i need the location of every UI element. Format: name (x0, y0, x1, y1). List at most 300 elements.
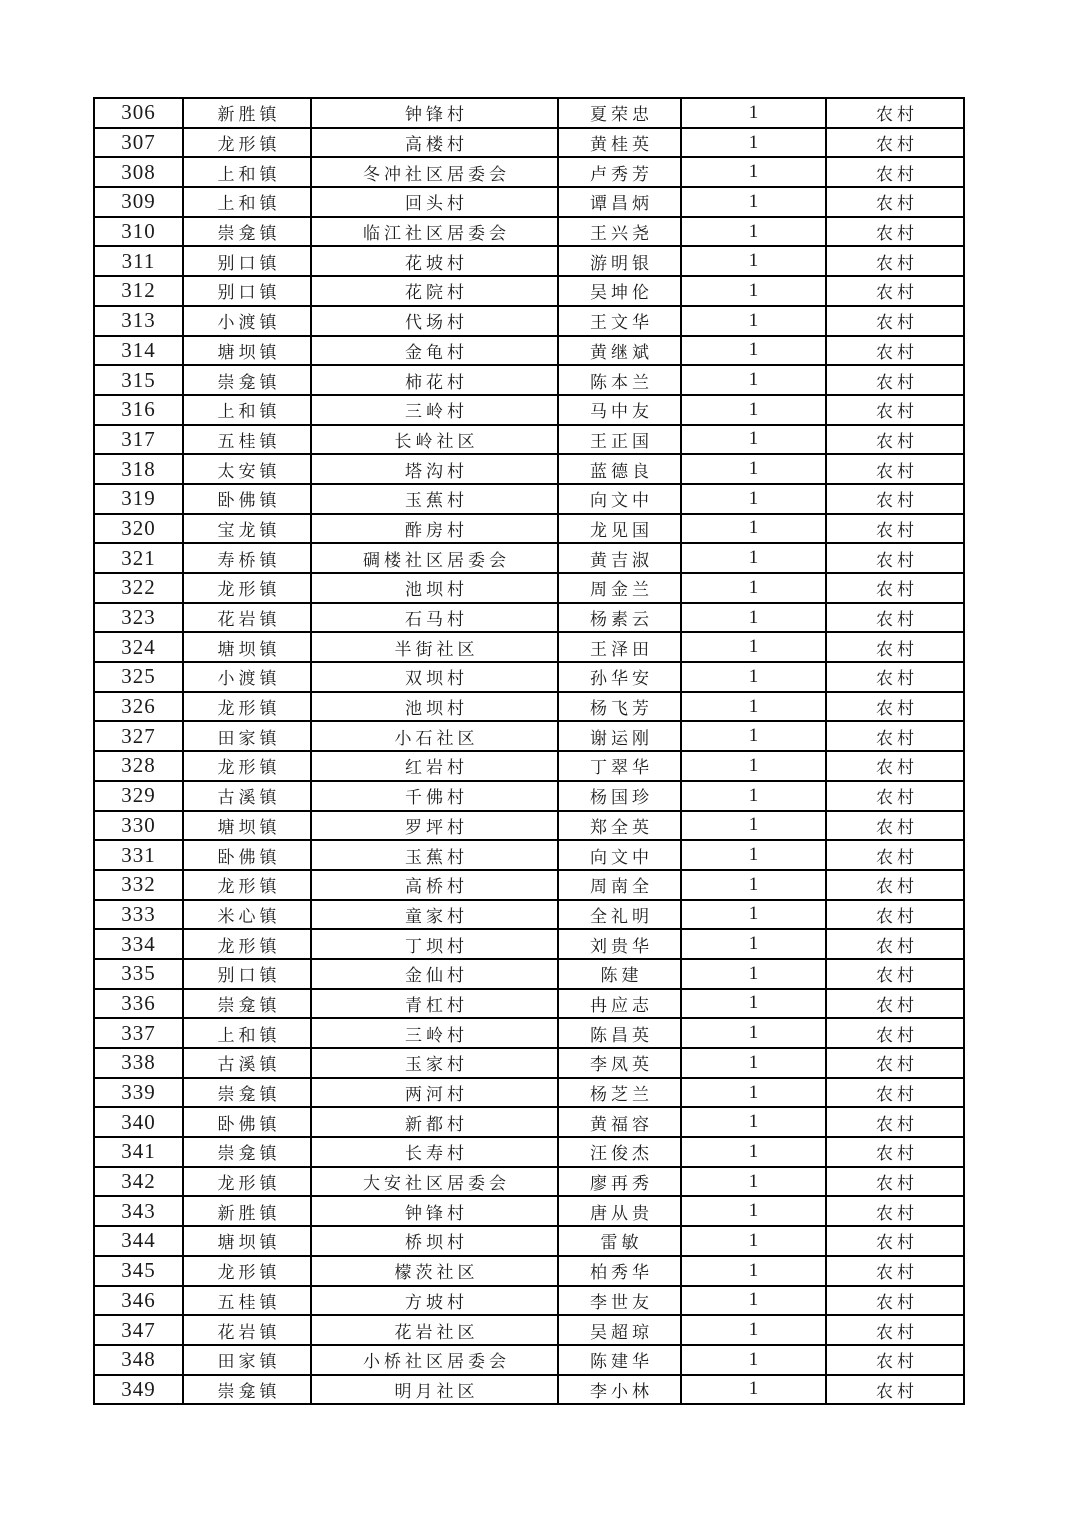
table-row (94, 1078, 964, 1108)
category-cell: 农村 (826, 514, 964, 544)
records-table-body (94, 98, 964, 1404)
town-cell: 卧佛镇 (183, 1107, 311, 1137)
table-row (94, 989, 964, 1019)
person-name-cell: 杨飞芳 (558, 692, 681, 722)
category-cell: 农村 (826, 811, 964, 841)
row-number-cell: 335 (94, 959, 183, 989)
row-number-cell: 310 (94, 217, 183, 247)
table-row (94, 840, 964, 870)
table-row (94, 1345, 964, 1375)
category-cell: 农村 (826, 721, 964, 751)
town-cell: 别口镇 (183, 959, 311, 989)
village-cell: 钟锋村 (311, 1196, 558, 1226)
row-number-cell: 328 (94, 751, 183, 781)
village-cell: 柿花村 (311, 365, 558, 395)
person-name-cell: 周南全 (558, 870, 681, 900)
table-row (94, 543, 964, 573)
category-cell: 农村 (826, 454, 964, 484)
town-cell: 塘坝镇 (183, 632, 311, 662)
village-cell: 金仙村 (311, 959, 558, 989)
row-number-cell: 314 (94, 336, 183, 366)
count-cell: 1 (681, 1345, 826, 1375)
village-cell: 三岭村 (311, 1018, 558, 1048)
count-cell: 1 (681, 1048, 826, 1078)
town-cell: 宝龙镇 (183, 514, 311, 544)
town-cell: 花岩镇 (183, 1315, 311, 1345)
village-cell: 临江社区居委会 (311, 217, 558, 247)
count-cell: 1 (681, 425, 826, 455)
village-cell: 半街社区 (311, 632, 558, 662)
row-number-cell: 316 (94, 395, 183, 425)
category-cell: 农村 (826, 751, 964, 781)
person-name-cell: 龙见国 (558, 514, 681, 544)
row-number-cell: 346 (94, 1286, 183, 1316)
category-cell: 农村 (826, 781, 964, 811)
table-row (94, 632, 964, 662)
village-cell: 大安社区居委会 (311, 1167, 558, 1197)
count-cell: 1 (681, 514, 826, 544)
person-name-cell: 吴坤伦 (558, 276, 681, 306)
town-cell: 塘坝镇 (183, 1226, 311, 1256)
town-cell: 别口镇 (183, 276, 311, 306)
row-number-cell: 337 (94, 1018, 183, 1048)
count-cell: 1 (681, 246, 826, 276)
count-cell: 1 (681, 1286, 826, 1316)
village-cell: 新都村 (311, 1107, 558, 1137)
table-row (94, 246, 964, 276)
town-cell: 塘坝镇 (183, 811, 311, 841)
village-cell: 丁坝村 (311, 929, 558, 959)
count-cell: 1 (681, 1078, 826, 1108)
category-cell: 农村 (826, 98, 964, 128)
village-cell: 冬冲社区居委会 (311, 157, 558, 187)
row-number-cell: 311 (94, 246, 183, 276)
person-name-cell: 向文中 (558, 484, 681, 514)
village-cell: 池坝村 (311, 692, 558, 722)
count-cell: 1 (681, 1315, 826, 1345)
village-cell: 明月社区 (311, 1375, 558, 1405)
table-row (94, 900, 964, 930)
village-cell: 红岩村 (311, 751, 558, 781)
person-name-cell: 王泽田 (558, 632, 681, 662)
town-cell: 上和镇 (183, 187, 311, 217)
village-cell: 塔沟村 (311, 454, 558, 484)
category-cell: 农村 (826, 276, 964, 306)
person-name-cell: 李凤英 (558, 1048, 681, 1078)
town-cell: 龙形镇 (183, 870, 311, 900)
table-row (94, 751, 964, 781)
table-row (94, 425, 964, 455)
person-name-cell: 游明银 (558, 246, 681, 276)
row-number-cell: 318 (94, 454, 183, 484)
village-cell: 千佛村 (311, 781, 558, 811)
person-name-cell: 刘贵华 (558, 929, 681, 959)
town-cell: 古溪镇 (183, 781, 311, 811)
table-row (94, 336, 964, 366)
town-cell: 龙形镇 (183, 1256, 311, 1286)
person-name-cell: 丁翠华 (558, 751, 681, 781)
count-cell: 1 (681, 959, 826, 989)
town-cell: 寿桥镇 (183, 543, 311, 573)
village-cell: 钟锋村 (311, 98, 558, 128)
row-number-cell: 330 (94, 811, 183, 841)
town-cell: 小渡镇 (183, 306, 311, 336)
count-cell: 1 (681, 454, 826, 484)
count-cell: 1 (681, 217, 826, 247)
village-cell: 高桥村 (311, 870, 558, 900)
village-cell: 桥坝村 (311, 1226, 558, 1256)
table-row (94, 603, 964, 633)
village-cell: 碉楼社区居委会 (311, 543, 558, 573)
row-number-cell: 313 (94, 306, 183, 336)
row-number-cell: 336 (94, 989, 183, 1019)
town-cell: 卧佛镇 (183, 840, 311, 870)
count-cell: 1 (681, 484, 826, 514)
person-name-cell: 陈本兰 (558, 365, 681, 395)
category-cell: 农村 (826, 692, 964, 722)
table-row (94, 781, 964, 811)
table-row (94, 395, 964, 425)
town-cell: 上和镇 (183, 1018, 311, 1048)
category-cell: 农村 (826, 1375, 964, 1405)
person-name-cell: 王文华 (558, 306, 681, 336)
town-cell: 卧佛镇 (183, 484, 311, 514)
row-number-cell: 333 (94, 900, 183, 930)
count-cell: 1 (681, 781, 826, 811)
village-cell: 童家村 (311, 900, 558, 930)
count-cell: 1 (681, 573, 826, 603)
town-cell: 龙形镇 (183, 1167, 311, 1197)
count-cell: 1 (681, 1196, 826, 1226)
person-name-cell: 孙华安 (558, 662, 681, 692)
person-name-cell: 蓝德良 (558, 454, 681, 484)
count-cell: 1 (681, 989, 826, 1019)
category-cell: 农村 (826, 573, 964, 603)
category-cell: 农村 (826, 187, 964, 217)
row-number-cell: 339 (94, 1078, 183, 1108)
person-name-cell: 雷敏 (558, 1226, 681, 1256)
table-row (94, 276, 964, 306)
count-cell: 1 (681, 1167, 826, 1197)
town-cell: 崇龛镇 (183, 217, 311, 247)
person-name-cell: 唐从贵 (558, 1196, 681, 1226)
table-row (94, 365, 964, 395)
row-number-cell: 322 (94, 573, 183, 603)
town-cell: 上和镇 (183, 157, 311, 187)
town-cell: 崇龛镇 (183, 1375, 311, 1405)
row-number-cell: 323 (94, 603, 183, 633)
table-row (94, 217, 964, 247)
count-cell: 1 (681, 1137, 826, 1167)
person-name-cell: 王兴尧 (558, 217, 681, 247)
table-row (94, 128, 964, 158)
table-row (94, 662, 964, 692)
count-cell: 1 (681, 1375, 826, 1405)
row-number-cell: 307 (94, 128, 183, 158)
category-cell: 农村 (826, 840, 964, 870)
town-cell: 龙形镇 (183, 573, 311, 603)
count-cell: 1 (681, 395, 826, 425)
town-cell: 花岩镇 (183, 603, 311, 633)
count-cell: 1 (681, 1107, 826, 1137)
village-cell: 方坡村 (311, 1286, 558, 1316)
person-name-cell: 黄福容 (558, 1107, 681, 1137)
town-cell: 小渡镇 (183, 662, 311, 692)
town-cell: 塘坝镇 (183, 336, 311, 366)
person-name-cell: 谢运刚 (558, 721, 681, 751)
town-cell: 田家镇 (183, 1345, 311, 1375)
person-name-cell: 李世友 (558, 1286, 681, 1316)
town-cell: 龙形镇 (183, 692, 311, 722)
table-row (94, 1196, 964, 1226)
category-cell: 农村 (826, 929, 964, 959)
category-cell: 农村 (826, 989, 964, 1019)
village-cell: 金龟村 (311, 336, 558, 366)
town-cell: 上和镇 (183, 395, 311, 425)
category-cell: 农村 (826, 1196, 964, 1226)
row-number-cell: 320 (94, 514, 183, 544)
category-cell: 农村 (826, 336, 964, 366)
table-row (94, 1048, 964, 1078)
row-number-cell: 340 (94, 1107, 183, 1137)
town-cell: 崇龛镇 (183, 1137, 311, 1167)
village-cell: 长寿村 (311, 1137, 558, 1167)
category-cell: 农村 (826, 1018, 964, 1048)
row-number-cell: 327 (94, 721, 183, 751)
village-cell: 石马村 (311, 603, 558, 633)
count-cell: 1 (681, 157, 826, 187)
town-cell: 太安镇 (183, 454, 311, 484)
count-cell: 1 (681, 1018, 826, 1048)
table-row (94, 157, 964, 187)
town-cell: 新胜镇 (183, 98, 311, 128)
count-cell: 1 (681, 306, 826, 336)
row-number-cell: 312 (94, 276, 183, 306)
village-cell: 玉蕉村 (311, 840, 558, 870)
table-row (94, 1137, 964, 1167)
row-number-cell: 345 (94, 1256, 183, 1286)
category-cell: 农村 (826, 1286, 964, 1316)
person-name-cell: 向文中 (558, 840, 681, 870)
table-row (94, 811, 964, 841)
category-cell: 农村 (826, 128, 964, 158)
village-cell: 回头村 (311, 187, 558, 217)
table-row (94, 306, 964, 336)
person-name-cell: 杨国珍 (558, 781, 681, 811)
town-cell: 田家镇 (183, 721, 311, 751)
row-number-cell: 319 (94, 484, 183, 514)
table-row (94, 1226, 964, 1256)
village-cell: 酢房村 (311, 514, 558, 544)
town-cell: 五桂镇 (183, 425, 311, 455)
table-row (94, 1375, 964, 1405)
row-number-cell: 326 (94, 692, 183, 722)
village-cell: 罗坪村 (311, 811, 558, 841)
person-name-cell: 杨素云 (558, 603, 681, 633)
village-cell: 玉蕉村 (311, 484, 558, 514)
table-row (94, 870, 964, 900)
table-row (94, 959, 964, 989)
count-cell: 1 (681, 751, 826, 781)
category-cell: 农村 (826, 1345, 964, 1375)
person-name-cell: 王正国 (558, 425, 681, 455)
category-cell: 农村 (826, 959, 964, 989)
village-cell: 池坝村 (311, 573, 558, 603)
village-cell: 青杠村 (311, 989, 558, 1019)
category-cell: 农村 (826, 217, 964, 247)
records-table (93, 97, 965, 1405)
table-row (94, 721, 964, 751)
category-cell: 农村 (826, 1107, 964, 1137)
category-cell: 农村 (826, 543, 964, 573)
town-cell: 崇龛镇 (183, 1078, 311, 1108)
table-row (94, 454, 964, 484)
person-name-cell: 马中友 (558, 395, 681, 425)
table-row (94, 484, 964, 514)
table-row (94, 692, 964, 722)
person-name-cell: 李小林 (558, 1375, 681, 1405)
row-number-cell: 343 (94, 1196, 183, 1226)
town-cell: 别口镇 (183, 246, 311, 276)
count-cell: 1 (681, 543, 826, 573)
person-name-cell: 柏秀华 (558, 1256, 681, 1286)
town-cell: 米心镇 (183, 900, 311, 930)
category-cell: 农村 (826, 306, 964, 336)
town-cell: 五桂镇 (183, 1286, 311, 1316)
category-cell: 农村 (826, 246, 964, 276)
row-number-cell: 308 (94, 157, 183, 187)
row-number-cell: 306 (94, 98, 183, 128)
town-cell: 龙形镇 (183, 751, 311, 781)
count-cell: 1 (681, 840, 826, 870)
category-cell: 农村 (826, 425, 964, 455)
category-cell: 农村 (826, 603, 964, 633)
person-name-cell: 周金兰 (558, 573, 681, 603)
count-cell: 1 (681, 632, 826, 662)
count-cell: 1 (681, 662, 826, 692)
village-cell: 代场村 (311, 306, 558, 336)
village-cell: 双坝村 (311, 662, 558, 692)
category-cell: 农村 (826, 662, 964, 692)
person-name-cell: 杨芝兰 (558, 1078, 681, 1108)
row-number-cell: 334 (94, 929, 183, 959)
village-cell: 小石社区 (311, 721, 558, 751)
village-cell: 三岭村 (311, 395, 558, 425)
person-name-cell: 吴超琼 (558, 1315, 681, 1345)
row-number-cell: 325 (94, 662, 183, 692)
table-row (94, 1167, 964, 1197)
table-row (94, 187, 964, 217)
table-row (94, 514, 964, 544)
category-cell: 农村 (826, 484, 964, 514)
count-cell: 1 (681, 692, 826, 722)
person-name-cell: 卢秀芳 (558, 157, 681, 187)
village-cell: 两河村 (311, 1078, 558, 1108)
count-cell: 1 (681, 128, 826, 158)
village-cell: 花院村 (311, 276, 558, 306)
town-cell: 龙形镇 (183, 128, 311, 158)
count-cell: 1 (681, 365, 826, 395)
row-number-cell: 309 (94, 187, 183, 217)
row-number-cell: 317 (94, 425, 183, 455)
row-number-cell: 348 (94, 1345, 183, 1375)
count-cell: 1 (681, 721, 826, 751)
person-name-cell: 黄继斌 (558, 336, 681, 366)
person-name-cell: 全礼明 (558, 900, 681, 930)
village-cell: 檬茨社区 (311, 1256, 558, 1286)
village-cell: 高楼村 (311, 128, 558, 158)
village-cell: 小桥社区居委会 (311, 1345, 558, 1375)
category-cell: 农村 (826, 1256, 964, 1286)
town-cell: 龙形镇 (183, 929, 311, 959)
table-row (94, 573, 964, 603)
row-number-cell: 331 (94, 840, 183, 870)
table-row (94, 1256, 964, 1286)
person-name-cell: 廖再秀 (558, 1167, 681, 1197)
count-cell: 1 (681, 1226, 826, 1256)
table-row (94, 1107, 964, 1137)
count-cell: 1 (681, 1256, 826, 1286)
category-cell: 农村 (826, 1315, 964, 1345)
person-name-cell: 陈昌英 (558, 1018, 681, 1048)
row-number-cell: 349 (94, 1375, 183, 1405)
village-cell: 花岩社区 (311, 1315, 558, 1345)
count-cell: 1 (681, 900, 826, 930)
count-cell: 1 (681, 187, 826, 217)
person-name-cell: 夏荣忠 (558, 98, 681, 128)
person-name-cell: 冉应志 (558, 989, 681, 1019)
table-row (94, 1018, 964, 1048)
category-cell: 农村 (826, 900, 964, 930)
category-cell: 农村 (826, 632, 964, 662)
row-number-cell: 324 (94, 632, 183, 662)
category-cell: 农村 (826, 1078, 964, 1108)
town-cell: 新胜镇 (183, 1196, 311, 1226)
count-cell: 1 (681, 870, 826, 900)
row-number-cell: 342 (94, 1167, 183, 1197)
table-row (94, 98, 964, 128)
row-number-cell: 347 (94, 1315, 183, 1345)
count-cell: 1 (681, 98, 826, 128)
category-cell: 农村 (826, 1226, 964, 1256)
count-cell: 1 (681, 603, 826, 633)
row-number-cell: 341 (94, 1137, 183, 1167)
category-cell: 农村 (826, 395, 964, 425)
category-cell: 农村 (826, 157, 964, 187)
count-cell: 1 (681, 336, 826, 366)
table-row (94, 1315, 964, 1345)
category-cell: 农村 (826, 1137, 964, 1167)
category-cell: 农村 (826, 870, 964, 900)
person-name-cell: 汪俊杰 (558, 1137, 681, 1167)
row-number-cell: 344 (94, 1226, 183, 1256)
category-cell: 农村 (826, 1167, 964, 1197)
town-cell: 崇龛镇 (183, 989, 311, 1019)
count-cell: 1 (681, 811, 826, 841)
count-cell: 1 (681, 929, 826, 959)
village-cell: 玉家村 (311, 1048, 558, 1078)
person-name-cell: 陈建华 (558, 1345, 681, 1375)
row-number-cell: 332 (94, 870, 183, 900)
town-cell: 崇龛镇 (183, 365, 311, 395)
row-number-cell: 321 (94, 543, 183, 573)
table-row (94, 929, 964, 959)
category-cell: 农村 (826, 1048, 964, 1078)
village-cell: 长岭社区 (311, 425, 558, 455)
row-number-cell: 338 (94, 1048, 183, 1078)
row-number-cell: 315 (94, 365, 183, 395)
row-number-cell: 329 (94, 781, 183, 811)
